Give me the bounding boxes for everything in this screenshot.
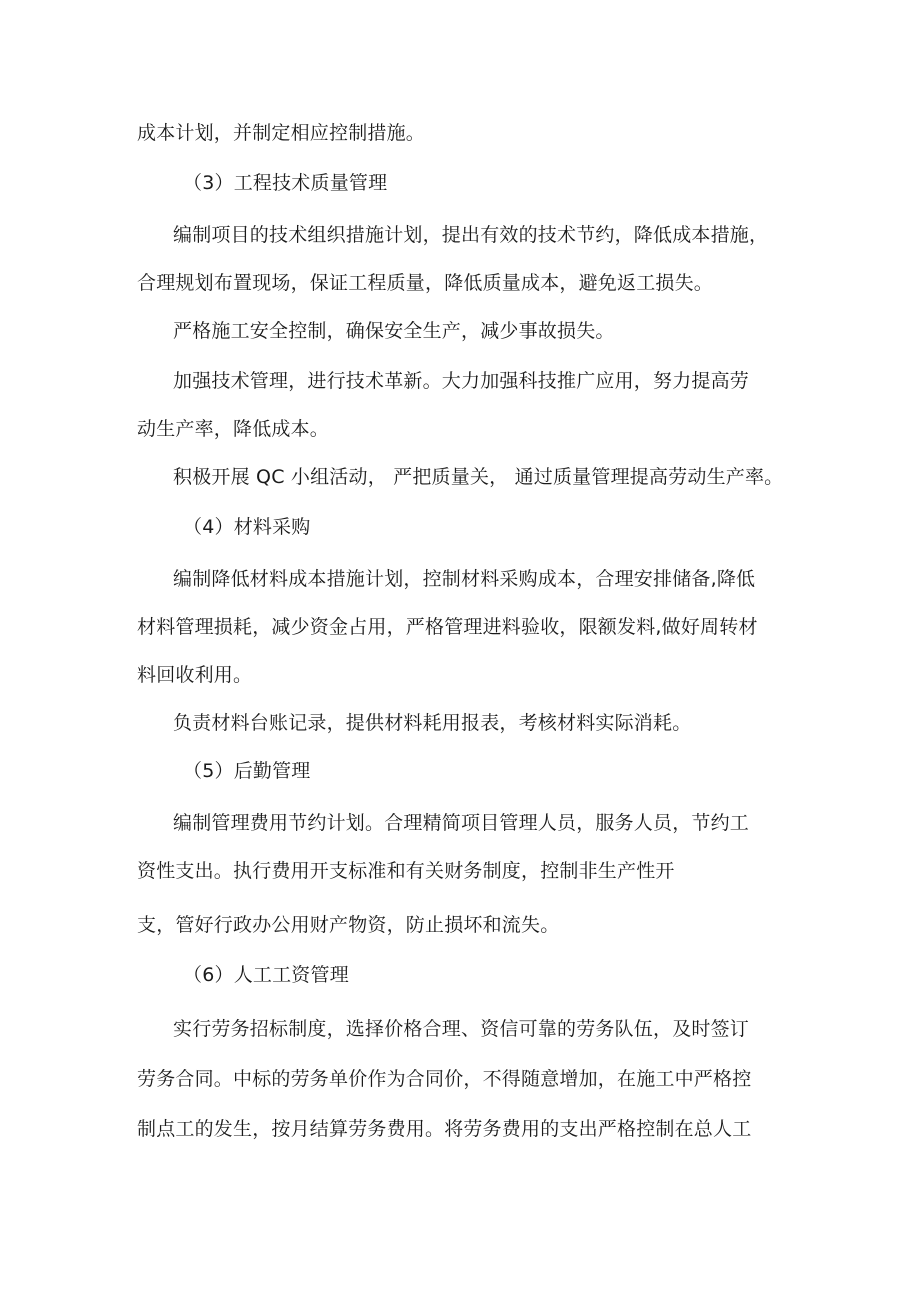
paragraph-line: 制点工的发生，按月结算劳务费用。将劳务费用的支出严格控制在总人工 [137,1118,752,1140]
paragraph-line: 资性支出。执行费用开支标准和有关财务制度，控制非生产性开 [137,860,675,882]
section-heading: （6）人工工资管理 [183,964,349,986]
section-heading: （3）工程技术质量管理 [183,172,388,194]
paragraph-line: 编制管理费用节约计划。合理精简项目管理人员，服务人员，节约工 [173,812,750,834]
paragraph-line: 加强技术管理，进行技术革新。大力加强科技推广应用，努力提高劳 [173,370,750,392]
paragraph-line: 编制项目的技术组织措施计划，提出有效的技术节约，降低成本措施， [173,224,769,246]
paragraph-line: 料回收利用。 [137,664,253,686]
paragraph-line: 编制降低材料成本措施计划，控制材料采购成本，合理安排储备,降低 [173,568,756,590]
paragraph-line: 合理规划布置现场，保证工程质量，降低质量成本，避免返工损失。 [137,272,714,294]
section-heading: （4）材料采购 [183,516,311,538]
paragraph-line: 负责材料台账记录，提供材料耗用报表，考核材料实际消耗。 [173,712,692,734]
paragraph-line: 积极开展 QC 小组活动， 严把质量关， 通过质量管理提高劳动生产率。 [173,466,784,488]
paragraph-line: 严格施工安全控制，确保安全生产，减少事故损失。 [173,320,615,342]
paragraph-line: 支，管好行政办公用财产物资，防止损坏和流失。 [137,914,560,936]
paragraph-line: 动生产率，降低成本。 [137,418,330,440]
paragraph-line: 实行劳务招标制度，选择价格合理、资信可靠的劳务队伍，及时签订 [173,1018,750,1040]
paragraph-line: 劳务合同。中标的劳务单价作为合同价，不得随意增加，在施工中严格控 [137,1068,752,1090]
paragraph-line: 材料管理损耗，减少资金占用，严格管理进料验收，限额发料,做好周转材 [137,616,758,638]
section-heading: （5）后勤管理 [183,760,311,782]
paragraph-line: 成本计划，并制定相应控制措施。 [137,122,426,144]
